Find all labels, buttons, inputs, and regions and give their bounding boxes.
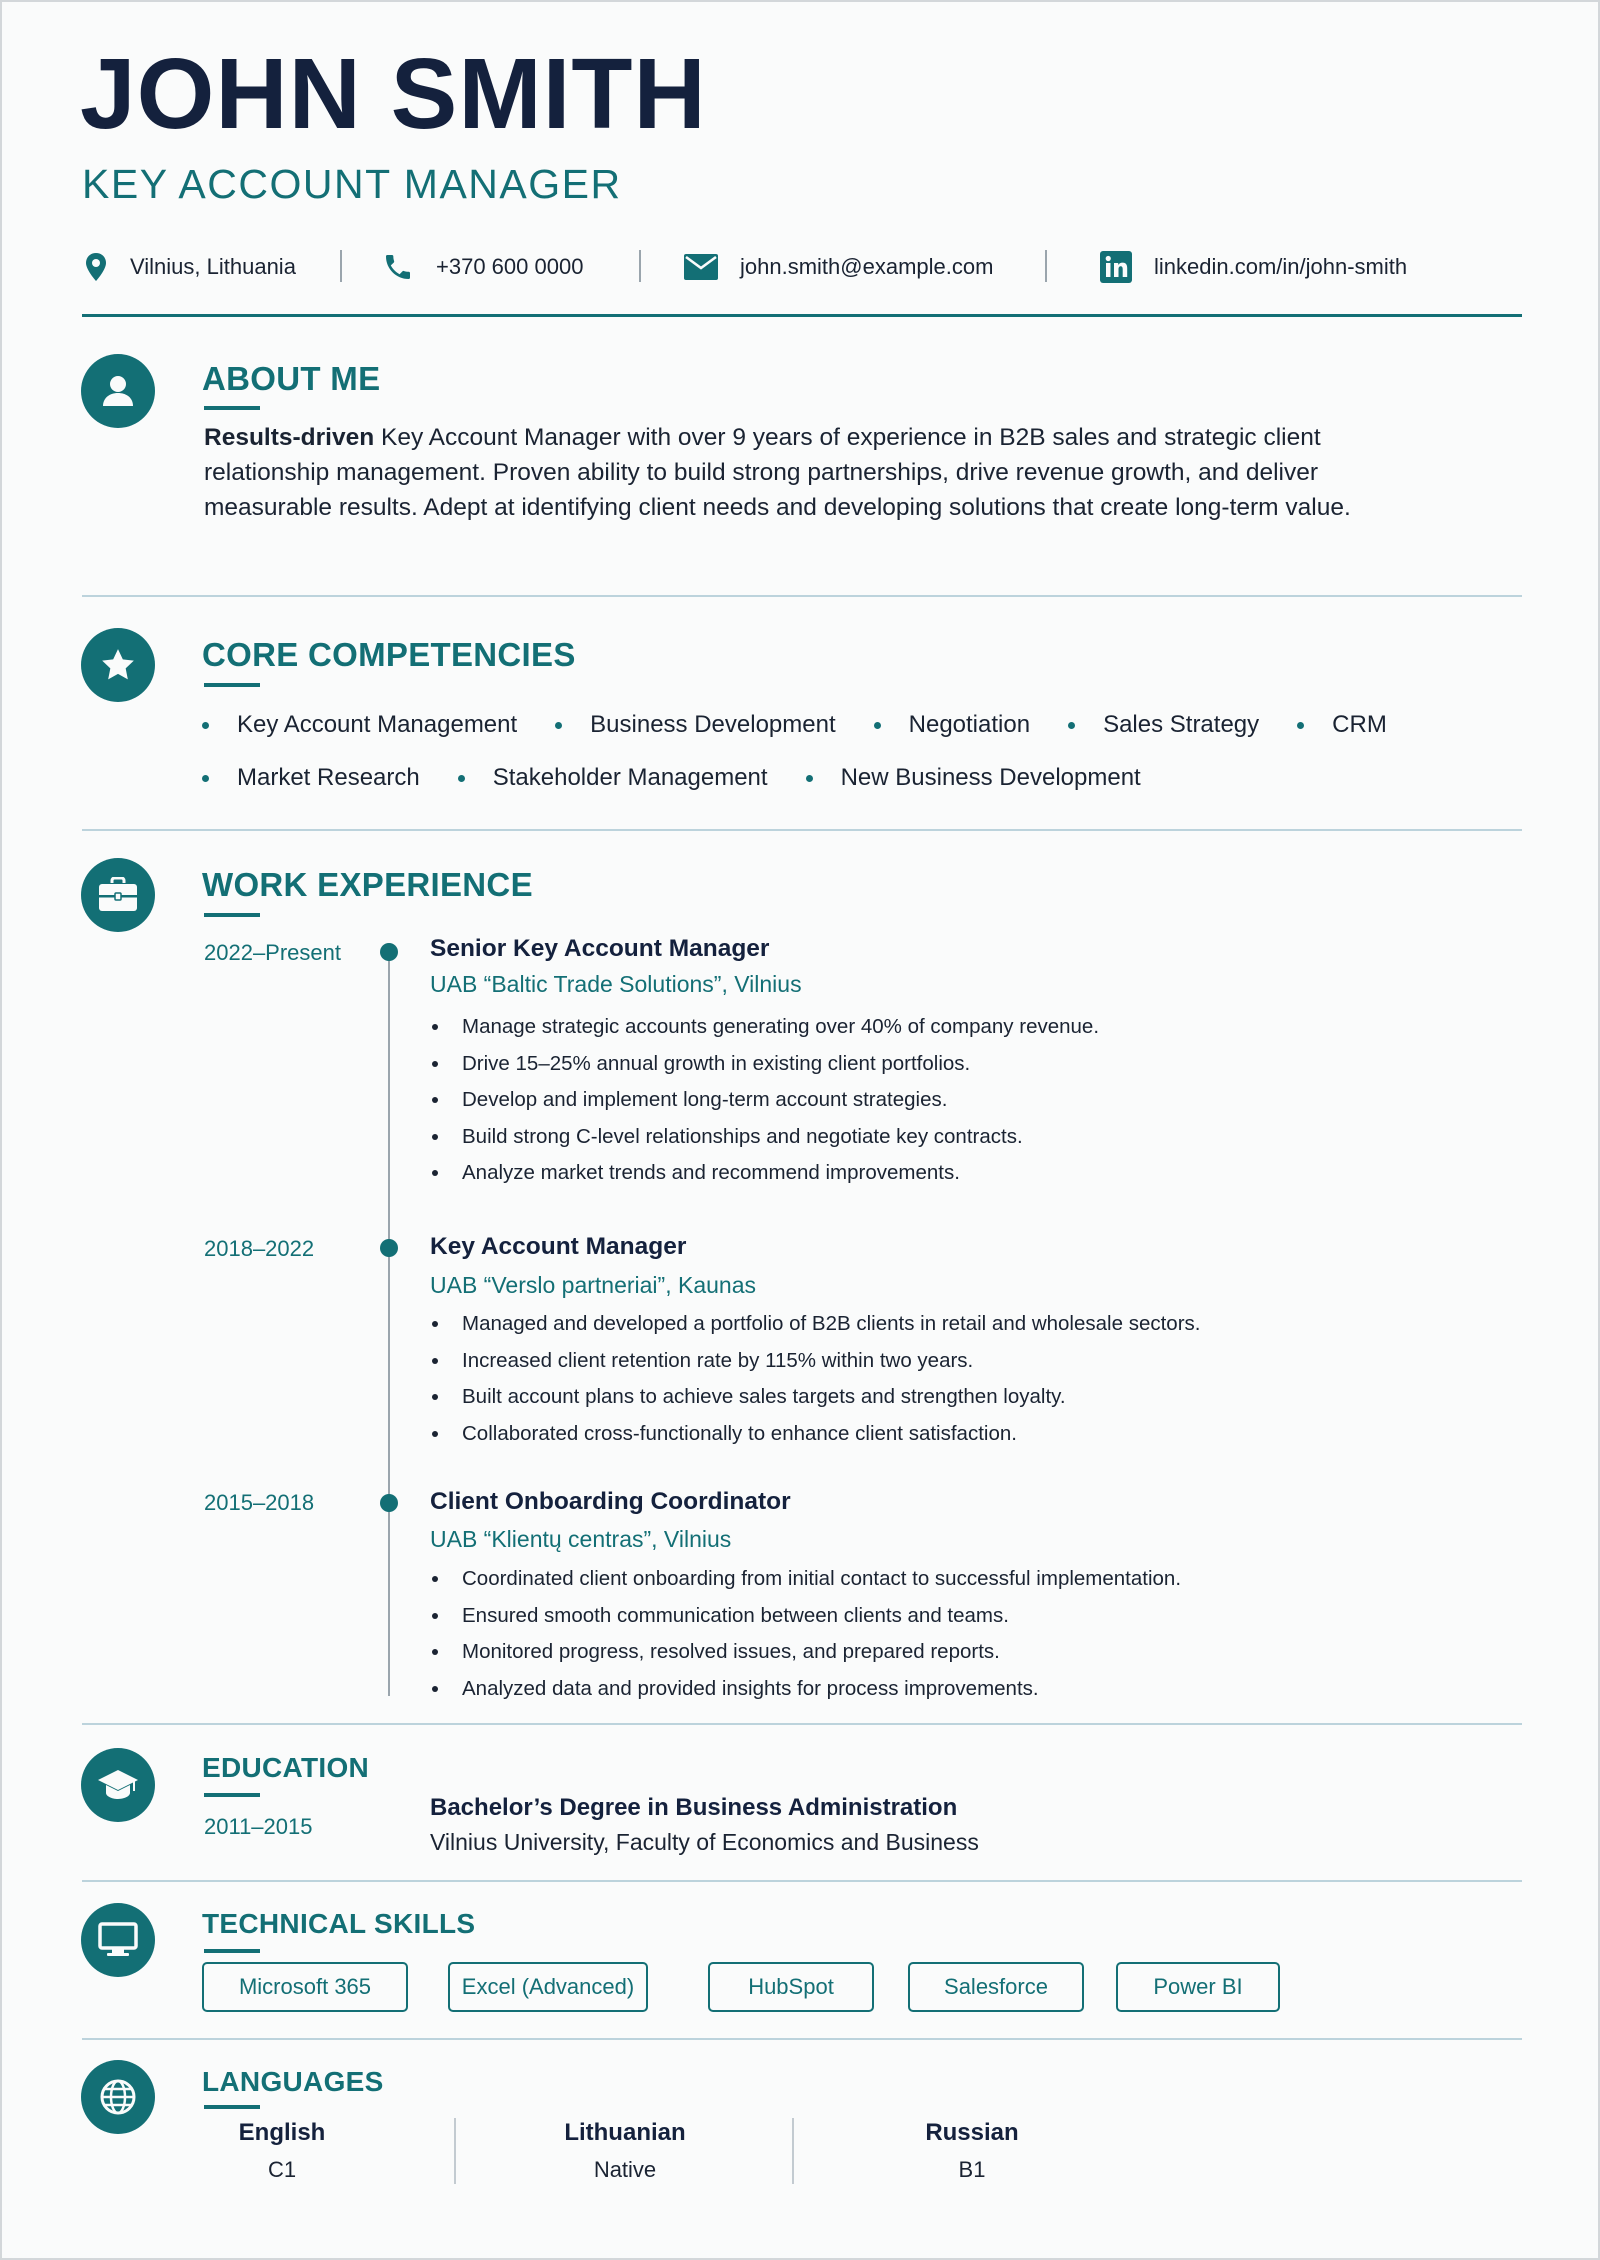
job-company: UAB “Baltic Trade Solutions”, Vilnius: [430, 971, 802, 997]
section-underline: [204, 2105, 260, 2109]
language-name: Lithuanian: [564, 2119, 686, 2146]
job-date: 2015–2018: [204, 1490, 315, 1515]
skill-tag: HubSpot: [708, 1962, 874, 2012]
linkedin-icon: [1100, 251, 1132, 283]
competency-item: New Business Development: [806, 764, 1141, 792]
globe-icon: [98, 2077, 138, 2117]
contact-location: [84, 248, 296, 286]
skill-tag: Salesforce: [908, 1962, 1084, 2012]
list-item: Built account plans to achieve sales targets and strengthen loyalty.: [426, 1379, 1200, 1416]
contact-separator: [639, 250, 641, 282]
linkedin-text[interactable]: linkedin.com/in/john-smith: [1154, 254, 1408, 279]
competency-item: Market Research: [202, 764, 420, 792]
phone-icon: [382, 251, 414, 283]
list-item: Managed and developed a portfolio of B2B clients in retail and wholesale sectors.: [426, 1306, 1200, 1343]
competencies-row-1: [202, 707, 1425, 743]
competencies-row-2: [202, 760, 1179, 796]
competency-item: Key Account Management: [202, 711, 517, 739]
section-underline: [204, 1793, 260, 1797]
about-text: [204, 420, 1404, 525]
section-divider: [82, 2038, 1522, 2040]
skills-section-icon: [81, 1903, 155, 1977]
section-divider: [82, 595, 1522, 597]
timeline-dot: [380, 943, 398, 961]
education-date: 2011–2015: [204, 1814, 313, 1839]
education-section-icon: [81, 1748, 155, 1822]
experience-section-icon: [81, 858, 155, 932]
language-item: [172, 2121, 392, 2181]
list-item: Manage strategic accounts generating over 40% of company revenue.: [426, 1009, 1099, 1046]
list-item: Analyze market trends and recommend improvements.: [426, 1155, 1099, 1192]
list-item: Analyzed data and provided insights for process improvements.: [426, 1671, 1181, 1708]
list-item: Increased client retention rate by 115% within two years.: [426, 1343, 1200, 1380]
briefcase-icon: [98, 877, 138, 913]
timeline-dot: [380, 1494, 398, 1512]
competency-item: Stakeholder Management: [458, 764, 768, 792]
section-underline: [204, 1949, 260, 1953]
job-bullets: [426, 1306, 1200, 1452]
skill-tag: Microsoft 365: [202, 1962, 408, 2012]
location-text: Vilnius, Lithuania: [130, 254, 296, 279]
competency-item: Sales Strategy: [1068, 711, 1259, 739]
languages-section-icon: [81, 2060, 155, 2134]
list-item: Build strong C-level relationships and negotiate key contracts.: [426, 1119, 1099, 1156]
list-item: Drive 15–25% annual growth in existing client portfolios.: [426, 1046, 1099, 1083]
language-level: Native: [593, 2157, 657, 2182]
education-degree: Bachelor’s Degree in Business Administration: [430, 1794, 958, 1821]
languages-title: LANGUAGES: [202, 2066, 384, 2097]
section-divider: [82, 829, 1522, 831]
candidate-name: JOHN SMITH: [80, 38, 707, 150]
language-name: English: [238, 2119, 326, 2146]
language-level: B1: [958, 2157, 986, 2182]
list-item: Coordinated client onboarding from initial contact to successful implementation.: [426, 1561, 1181, 1598]
email-icon: [684, 254, 718, 280]
section-divider: [82, 1723, 1522, 1725]
job-date: 2018–2022: [204, 1236, 315, 1261]
language-level: C1: [267, 2157, 297, 2182]
competencies-title: CORE COMPETENCIES: [202, 636, 576, 673]
job-bullets: [426, 1009, 1099, 1192]
contact-email: [684, 248, 993, 286]
competency-item: CRM: [1297, 711, 1387, 739]
job-role: Senior Key Account Manager: [430, 935, 770, 962]
location-pin-icon: [84, 252, 108, 282]
job-company: UAB “Verslo partneriai”, Kaunas: [430, 1272, 756, 1298]
competency-item: Negotiation: [874, 711, 1030, 739]
skill-tag: Excel (Advanced): [448, 1962, 648, 2012]
monitor-icon: [98, 1922, 138, 1958]
about-section-icon: [81, 354, 155, 428]
timeline-dot: [380, 1239, 398, 1257]
about-body: Key Account Manager with over 9 years of experience in B2B sales and strategic client relationship management. Proven ability to build strong partnerships, drive revenue growth, and deliver measurable results. Adept at identifying client needs and developing solutions that create long-term value.: [204, 424, 1351, 521]
section-underline: [204, 683, 260, 687]
star-icon: [98, 645, 138, 685]
competencies-section-icon: [81, 628, 155, 702]
job-title: KEY ACCOUNT MANAGER: [82, 161, 622, 207]
skill-tag: Power BI: [1116, 1962, 1280, 2012]
skills-title: TECHNICAL SKILLS: [202, 1908, 476, 1939]
list-item: Monitored progress, resolved issues, and prepared reports.: [426, 1634, 1181, 1671]
section-underline: [204, 406, 260, 410]
education-title: EDUCATION: [202, 1752, 370, 1783]
list-item: Collaborated cross-functionally to enhance client satisfaction.: [426, 1416, 1200, 1453]
list-item: Develop and implement long-term account strategies.: [426, 1082, 1099, 1119]
experience-title: WORK EXPERIENCE: [202, 866, 533, 903]
language-separator: [454, 2118, 456, 2184]
contact-separator: [1045, 250, 1047, 282]
phone-text[interactable]: +370 600 0000: [436, 254, 584, 279]
job-role: Key Account Manager: [430, 1233, 687, 1260]
header-divider: [82, 314, 1522, 317]
language-separator: [792, 2118, 794, 2184]
competency-item: Business Development: [555, 711, 835, 739]
email-text[interactable]: john.smith@example.com: [740, 254, 994, 279]
contact-phone: [382, 248, 583, 286]
list-item: Ensured smooth communication between clients and teams.: [426, 1598, 1181, 1635]
section-underline: [204, 913, 260, 917]
language-item: [862, 2121, 1082, 2181]
job-bullets: [426, 1561, 1181, 1707]
job-role: Client Onboarding Coordinator: [430, 1488, 791, 1515]
graduation-cap-icon: [97, 1768, 139, 1802]
contact-separator: [340, 250, 342, 282]
contact-linkedin: [1100, 248, 1407, 286]
person-icon: [99, 372, 137, 410]
education-school: Vilnius University, Faculty of Economics and Business: [430, 1829, 979, 1855]
language-item: [515, 2121, 735, 2181]
language-name: Russian: [925, 2119, 1019, 2146]
about-lead: Results-driven: [204, 424, 375, 451]
job-company: UAB “Klientų centras”, Vilnius: [430, 1526, 732, 1552]
about-title: ABOUT ME: [202, 360, 381, 397]
section-divider: [82, 1880, 1522, 1882]
timeline-line: [388, 948, 390, 1696]
job-date: 2022–Present: [204, 940, 341, 965]
